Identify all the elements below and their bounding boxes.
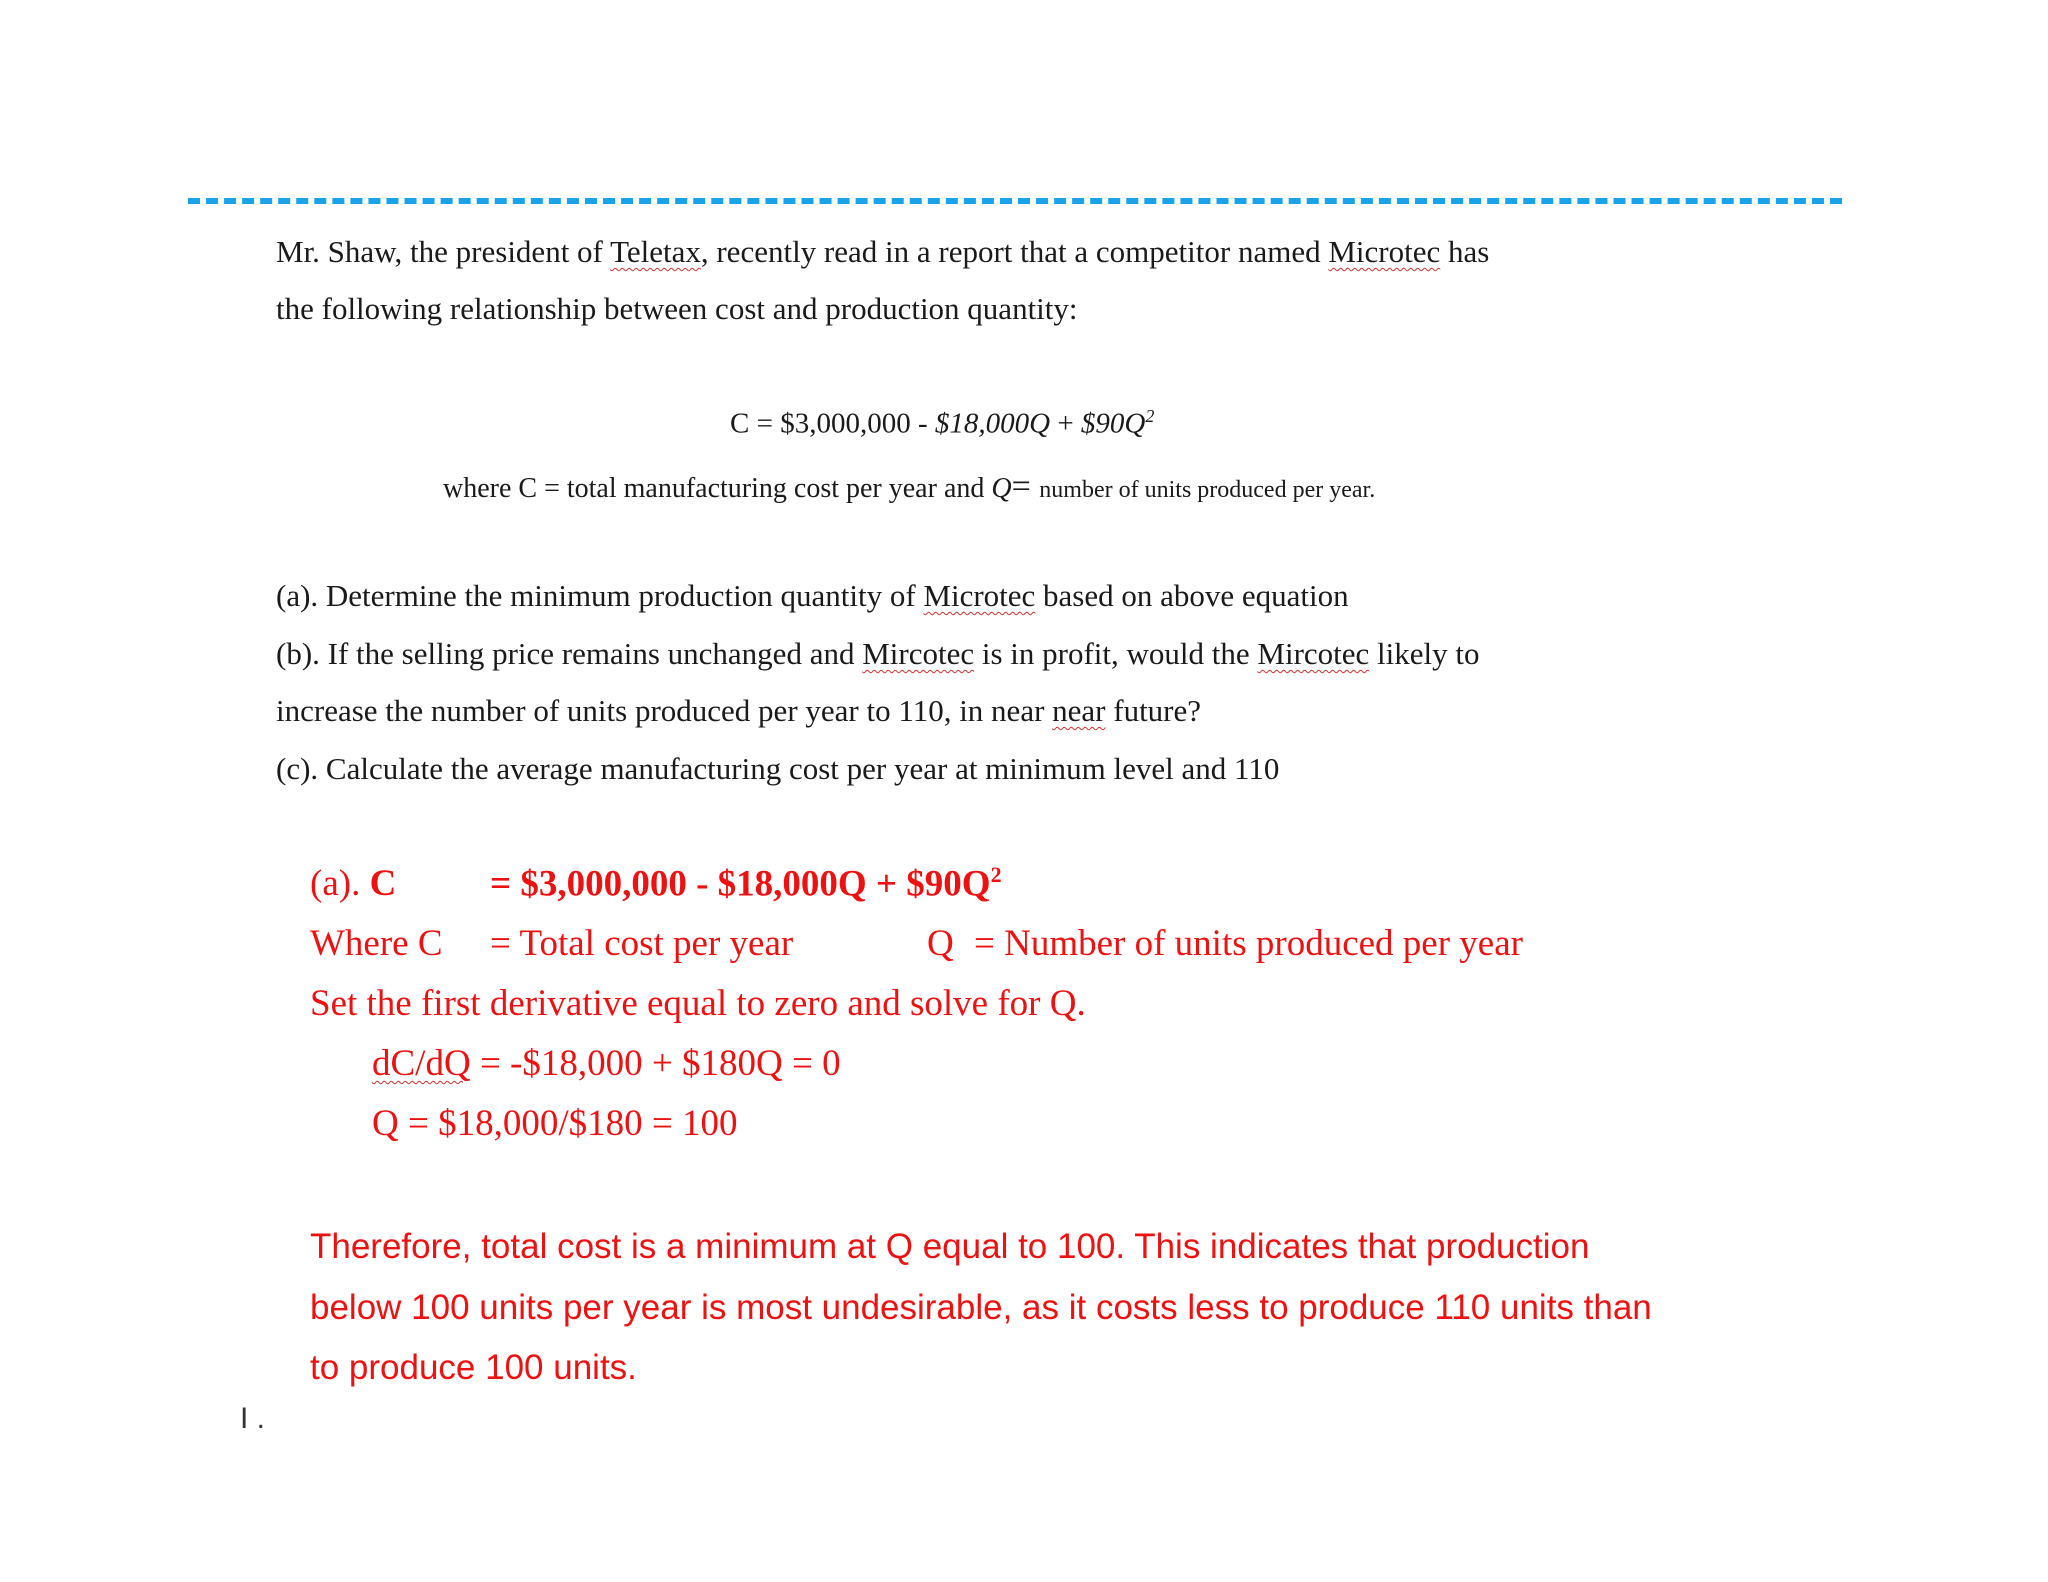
where-equals: = bbox=[1011, 468, 1040, 505]
where-q: Q bbox=[991, 473, 1012, 504]
part-a-question bbox=[276, 578, 1349, 614]
spell-flag-mircotec: Mircotec bbox=[1257, 636, 1370, 671]
spell-flag-near: near bbox=[1052, 693, 1106, 728]
part-b-question-line-1 bbox=[276, 636, 1480, 672]
spell-flag-teletax: Teletax bbox=[610, 234, 701, 269]
conclusion-line-2: below 100 units per year is most undesirable, as it costs less to produce 110 units than bbox=[310, 1288, 1652, 1327]
answer-where-number: = Number of units produced per year bbox=[974, 923, 1523, 964]
part-b-text: future? bbox=[1105, 693, 1202, 728]
spell-flag-microtec: Microtec bbox=[1328, 234, 1441, 269]
part-a-text: based on above equation bbox=[1035, 578, 1349, 613]
part-b-text: (b). If the selling price remains unchanged and bbox=[276, 636, 863, 671]
part-c-question: (c). Calculate the average manufacturing cost per year at minimum level and 110 bbox=[276, 751, 1280, 786]
part-b-text: is in profit, would the bbox=[974, 636, 1258, 671]
intro-line-1 bbox=[276, 234, 1489, 270]
intro-text: Mr. Shaw, the president of bbox=[276, 234, 611, 269]
answer-a-prefix: (a). bbox=[310, 863, 370, 904]
part-a-text: (a). Determine the minimum production quantity of bbox=[276, 578, 924, 613]
part-b-question-line-2 bbox=[276, 693, 1201, 729]
answer-where-c: Where C bbox=[310, 923, 443, 964]
answer-set-derivative: Set the first derivative equal to zero and solve for Q. bbox=[310, 983, 1086, 1024]
equation-plus: + bbox=[1050, 407, 1081, 440]
part-b-text: increase the number of units produced per year to 110, in near bbox=[276, 693, 1053, 728]
where-definition: number of units produced per year. bbox=[1039, 477, 1376, 503]
spell-flag-dcdq: dC/dQ bbox=[372, 1043, 471, 1084]
spell-flag-microtec: Microtec bbox=[923, 578, 1036, 613]
answer-a-eq-text: = $3,000,000 - $18,000Q + $90Q bbox=[490, 863, 991, 905]
answer-solution: Q = $18,000/$180 = 100 bbox=[372, 1103, 738, 1144]
conclusion-line-3: to produce 100 units. bbox=[310, 1348, 637, 1387]
answer-a-label bbox=[310, 862, 396, 905]
derivative-rhs: = -$18,000 + $180Q = 0 bbox=[470, 1043, 841, 1084]
equation-exponent: 2 bbox=[1145, 406, 1155, 426]
spell-flag-mircotec: Mircotec bbox=[862, 636, 975, 671]
answer-derivative bbox=[372, 1042, 841, 1085]
cost-equation bbox=[730, 406, 1154, 441]
equation-term-2: $90Q bbox=[1080, 407, 1146, 440]
answer-a-c: C bbox=[369, 863, 397, 904]
part-b-text: likely to bbox=[1369, 636, 1480, 671]
answer-a-exponent: 2 bbox=[990, 862, 1002, 887]
answer-where-q: Q bbox=[927, 923, 954, 964]
equation-term-1: $18,000Q bbox=[934, 407, 1051, 440]
equation-where-line bbox=[443, 468, 1375, 506]
text-cursor: I . bbox=[240, 1402, 266, 1435]
equation-lhs: C = $3,000,000 - bbox=[730, 407, 935, 440]
where-text: where C = total manufacturing cost per year and bbox=[443, 473, 992, 504]
intro-text: has bbox=[1440, 234, 1490, 269]
answer-a-equation bbox=[490, 862, 1002, 905]
answer-where-total: = Total cost per year bbox=[490, 923, 794, 964]
conclusion-line-1: Therefore, total cost is a minimum at Q equal to 100. This indicates that production bbox=[310, 1227, 1590, 1266]
intro-text: , recently read in a report that a competitor named bbox=[700, 234, 1329, 269]
intro-line-2: the following relationship between cost and production quantity: bbox=[276, 291, 1078, 326]
dashed-separator bbox=[188, 198, 1842, 204]
